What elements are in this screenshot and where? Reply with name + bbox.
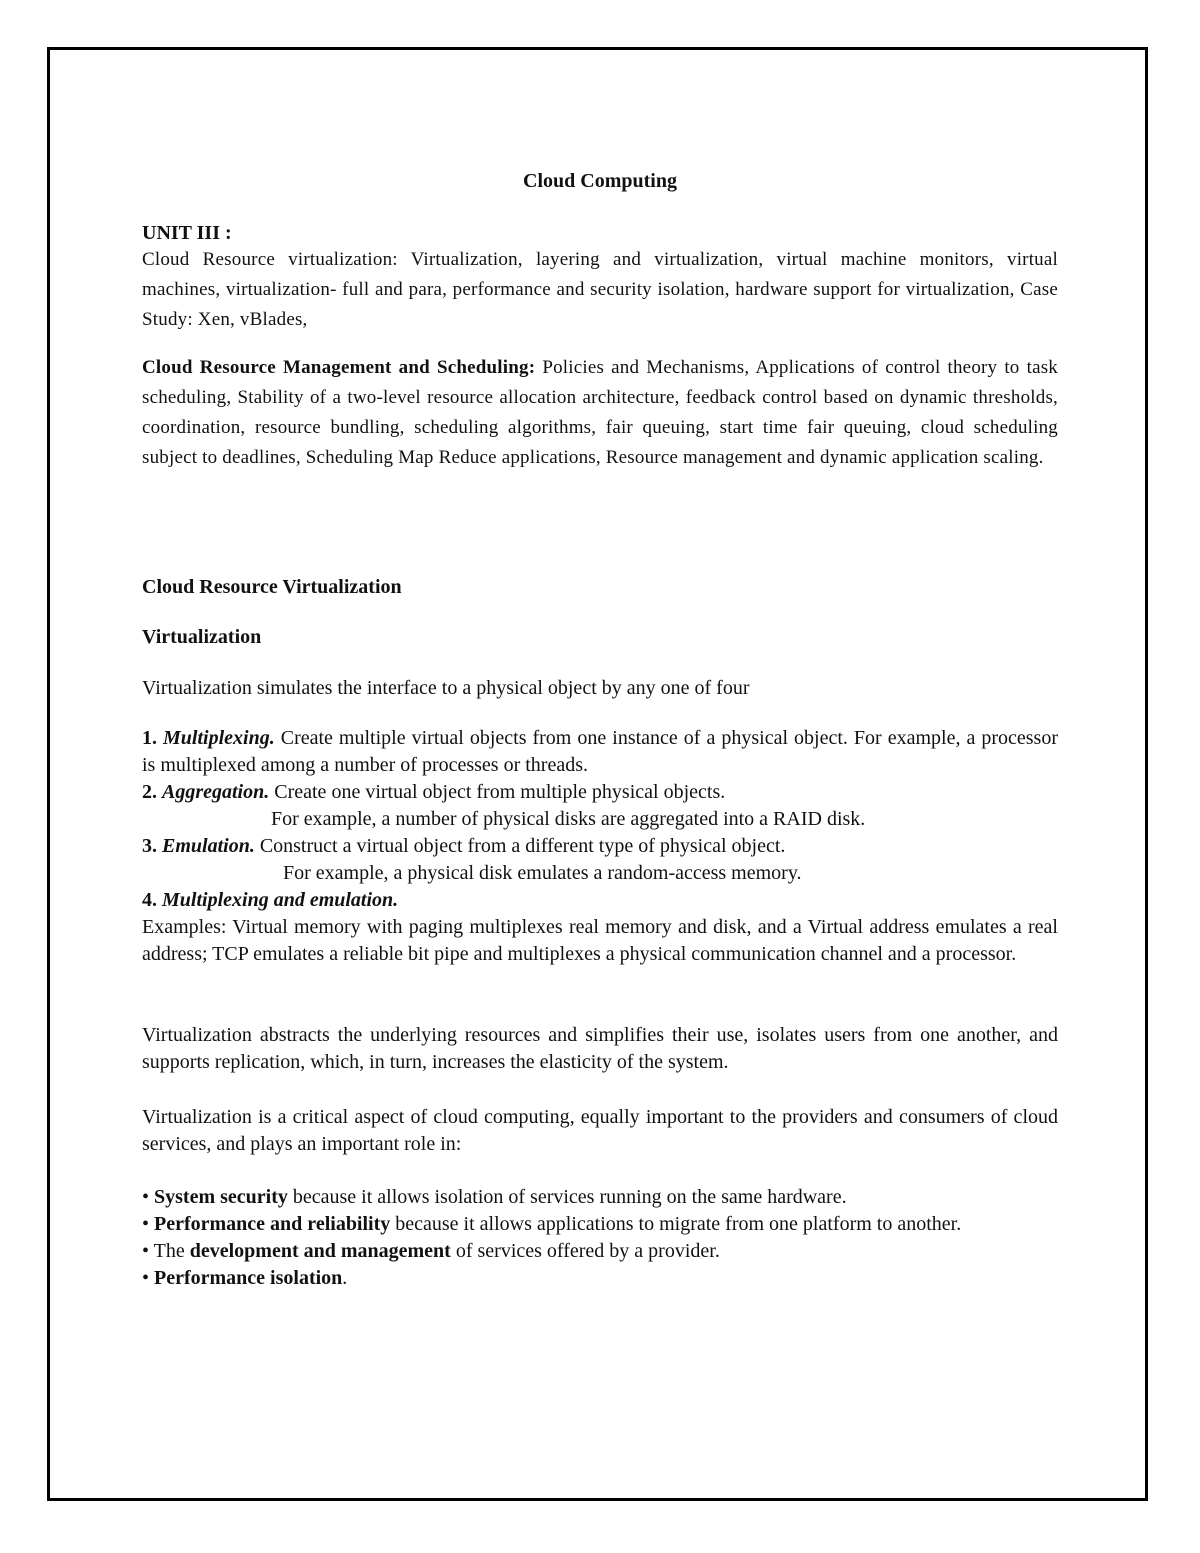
- bullet-item: [142, 1211, 1058, 1238]
- item-text: Create multiple virtual objects from one instance of a physical object. For example, a processor is multiplexed among a number of processes or threads.: [142, 727, 1058, 776]
- abstracts-paragraph: Virtualization abstracts the underlying resources and simplifies their use, isolates users from one another, and supports replication, which, in turn, increases the elasticity of the system.: [142, 1024, 1058, 1073]
- item-number: 3.: [142, 835, 157, 857]
- bullet-mark: •: [142, 1213, 155, 1235]
- management-syllabus-paragraph: [142, 353, 1058, 473]
- item-text: Construct a virtual object from a different type of physical object.: [254, 835, 786, 857]
- document-title: Cloud Computing: [523, 170, 677, 192]
- bullet-mark: • The: [142, 1240, 190, 1262]
- bullet-bold: development and management: [189, 1240, 451, 1262]
- bullet-mark: •: [142, 1267, 155, 1289]
- management-text: Policies and Mechanisms, Applications of control theory to task scheduling, Stability of a two-level resource allocation architecture, feedback control based on dynamic thresholds, coordination, resource bundling, scheduling algorithms, fair queuing, start time fair queuing, cloud scheduling subject to deadlines, Scheduling Map Reduce applications, Resource management and dynamic application scaling.: [142, 357, 1058, 468]
- management-lead: Cloud Resource Management and Scheduling:: [142, 357, 536, 378]
- item-number: 4.: [142, 889, 157, 911]
- bullet-item: [142, 1265, 1058, 1292]
- unit-syllabus-text: Cloud Resource virtualization: Virtualization, layering and virtualization, virtual machine monitors, virtual machines, virtualization- full and para, performance and security isolation, hardware support for virtualization, Case Study: Xen, vBlades,: [142, 249, 1058, 330]
- unit-heading: UNIT III :: [142, 222, 232, 244]
- item-term: Multiplexing and emulation.: [162, 889, 399, 911]
- bullet-text: .: [342, 1267, 348, 1289]
- bullet-bold: Performance isolation: [154, 1267, 343, 1289]
- list-item-aggregation: [142, 779, 1058, 806]
- intro-paragraph: Virtualization simulates the interface to a physical object by any one of four: [142, 677, 750, 699]
- item-number: 2.: [142, 781, 157, 803]
- item-number: 1.: [142, 727, 157, 749]
- bullet-text: of services offered by a provider.: [450, 1240, 720, 1262]
- sub-heading: Virtualization: [142, 626, 262, 648]
- item-text: Create one virtual object from multiple physical objects.: [269, 781, 726, 803]
- bullet-item: [142, 1238, 1058, 1265]
- bullet-mark: •: [142, 1186, 155, 1208]
- bullet-bold: Performance and reliability: [154, 1213, 391, 1235]
- list-item-emulation: [142, 833, 1058, 860]
- bullet-text: because it allows isolation of services running on the same hardware.: [287, 1186, 847, 1208]
- item-term: Multiplexing.: [163, 727, 275, 749]
- item-example: For example, a physical disk emulates a random-access memory.: [283, 862, 802, 884]
- section-heading: Cloud Resource Virtualization: [142, 576, 402, 598]
- item-term: Emulation.: [162, 835, 255, 857]
- list-item-multiplexing-emulation: [142, 887, 1058, 914]
- bullet-bold: System security: [154, 1186, 288, 1208]
- item-term: Aggregation.: [162, 781, 270, 803]
- virtualization-types-list: [142, 725, 1058, 968]
- item-examples-text: Examples: Virtual memory with paging multiplexes real memory and disk, and a Virtual address emulates a real address; TCP emulates a reliable bit pipe and multiplexes a physical communication channel and a processor.: [142, 916, 1058, 965]
- list-item-multiplexing: [142, 725, 1058, 779]
- bullet-item: [142, 1184, 1058, 1211]
- critical-aspect-paragraph: Virtualization is a critical aspect of cloud computing, equally important to the providers and consumers of cloud services, and plays an important role in:: [142, 1106, 1058, 1155]
- bullet-text: because it allows applications to migrate from one platform to another.: [390, 1213, 962, 1235]
- roles-bullet-list: [142, 1184, 1058, 1292]
- item-example: For example, a number of physical disks are aggregated into a RAID disk.: [271, 808, 866, 830]
